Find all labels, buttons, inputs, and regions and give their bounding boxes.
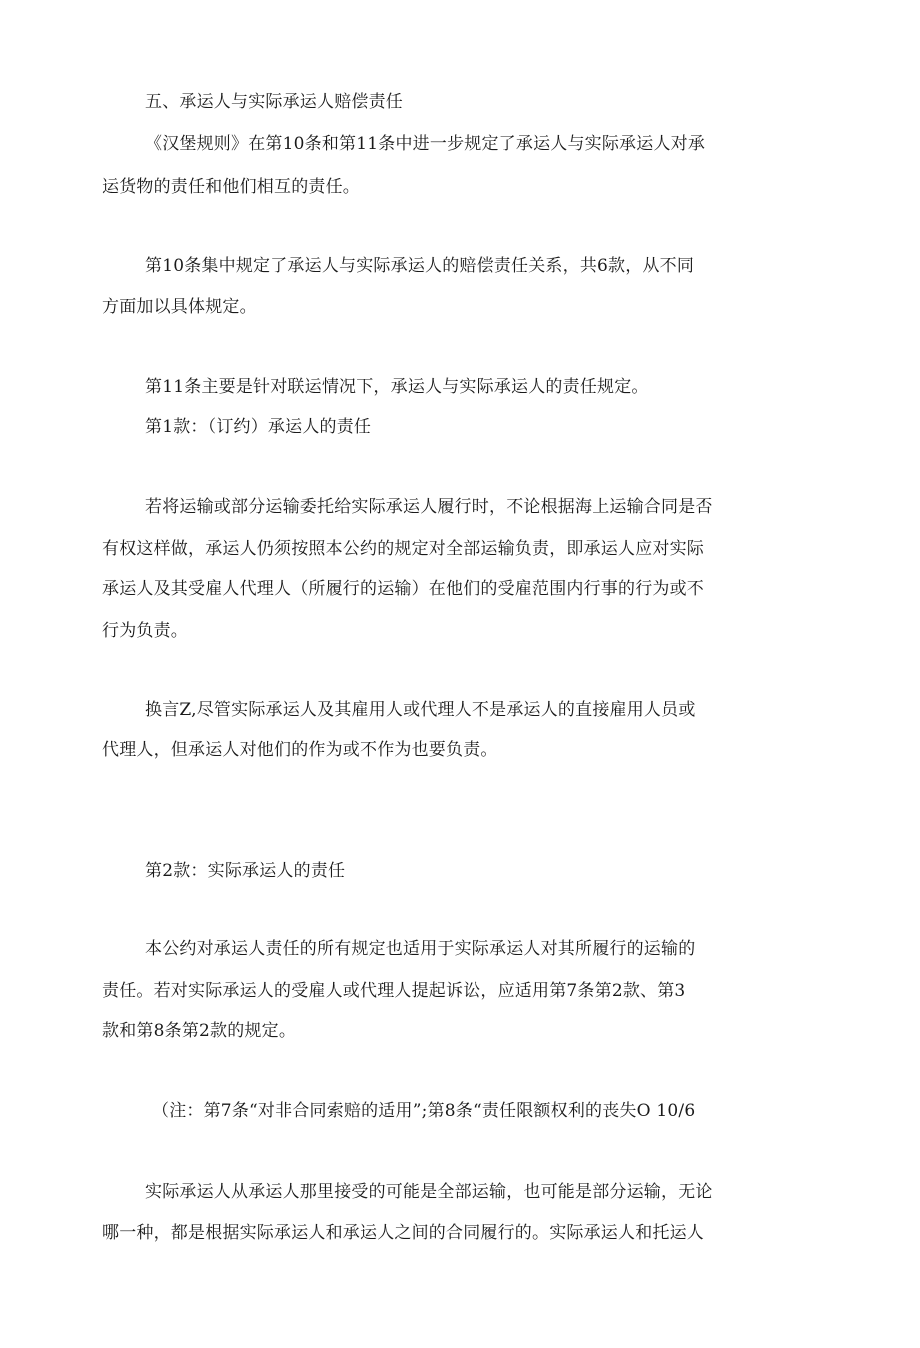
clause-2-title: 第2款：实际承运人的责任 <box>145 861 346 881</box>
paragraph-4-line-1: 若将运输或部分运输委托给实际承运人履行时，不论根据海上运输合同是否 <box>145 497 713 517</box>
paragraph-4-line-4: 行为负责。 <box>102 621 188 641</box>
paragraph-6-line-3: 款和第8条第2款的规定。 <box>102 1021 297 1041</box>
paragraph-6-line-2: 责任。若对实际承运人的受雇人或代理人提起诉讼，应适用第7条第2款、第3 <box>102 981 686 1001</box>
paragraph-7-line-2: 哪一种，都是根据实际承运人和承运人之间的合同履行的。实际承运人和托运人 <box>102 1223 704 1243</box>
paragraph-7-line-1: 实际承运人从承运人那里接受的可能是全部运输，也可能是部分运输，无论 <box>145 1182 713 1202</box>
paragraph-1-line-2: 运货物的责任和他们相互的责任。 <box>102 177 360 197</box>
paragraph-2-line-1: 第10条集中规定了承运人与实际承运人的赔偿责任关系，共6款，从不同 <box>145 256 695 276</box>
note-line: （注：第7条“对非合同索赔的适用”;第8条“责任限额权利的丧失O 10/6 <box>152 1101 696 1121</box>
paragraph-4-line-3: 承运人及其受雇人代理人（所履行的运输）在他们的受雇范围内行事的行为或不 <box>102 579 704 599</box>
paragraph-4-line-2: 有权这样做，承运人仍须按照本公约的规定对全部运输负责，即承运人应对实际 <box>102 539 704 559</box>
paragraph-1-line-1: 《汉堡规则》在第10条和第11条中进一步规定了承运人与实际承运人对承 <box>145 134 706 154</box>
paragraph-3: 第11条主要是针对联运情况下，承运人与实际承运人的责任规定。 <box>145 377 649 397</box>
paragraph-5-line-2: 代理人，但承运人对他们的作为或不作为也要负责。 <box>102 740 498 760</box>
paragraph-6-line-1: 本公约对承运人责任的所有规定也适用于实际承运人对其所履行的运输的 <box>145 939 696 959</box>
section-heading: 五、承运人与实际承运人赔偿责任 <box>145 92 403 112</box>
paragraph-2-line-2: 方面加以具体规定。 <box>102 297 257 317</box>
clause-1-title: 第1款：（订约）承运人的责任 <box>145 417 372 437</box>
paragraph-5-line-1: 换言Z,尽管实际承运人及其雇用人或代理人不是承运人的直接雇用人员或 <box>145 700 696 720</box>
